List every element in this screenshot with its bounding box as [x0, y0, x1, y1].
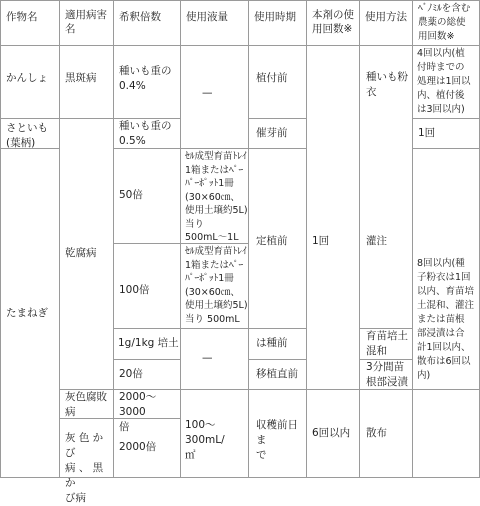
header-count: 本剤の使 用回数※ [312, 9, 354, 35]
method-powder: 種いも粉 衣 [366, 71, 408, 98]
total-satoimo: 1回 [418, 127, 436, 139]
disease-kanfu: 乾腐病 [65, 247, 97, 259]
crop-satoimo: さといも (葉柄) [6, 122, 48, 149]
grid-line [412, 118, 480, 119]
dilution-gray-rot: 2000～3000 倍 [119, 391, 157, 433]
timing-sowing: は種前 [256, 337, 288, 349]
grid-line [0, 45, 480, 46]
crop-tamanegi: たまねぎ [6, 307, 48, 319]
grid-line [59, 0, 60, 478]
volume-dash-top: — [202, 87, 213, 99]
grid-line [248, 0, 249, 478]
method-spray: 散布 [366, 427, 387, 439]
grid-line [412, 0, 413, 478]
volume-spray: 100～300mL/ ㎡ [185, 419, 225, 461]
dilution-mold: 2000倍 [119, 441, 157, 453]
disease-kurohan: 黒斑病 [65, 72, 97, 84]
method-soil: 育苗培土 混和 [366, 330, 408, 357]
count-1: 1回 [312, 235, 330, 247]
header-crop: 作物名 [6, 11, 38, 23]
total-tamanegi: 8回以内(種 子粉衣は1回 以内、育苗培 土混和、灌注 または苗根 部浸漬は合 計1回以内、 散布は6回以 内) [417, 258, 475, 381]
disease-gray-black-mold: 灰 色 か び 病 、 黒 か び病 [65, 432, 104, 504]
dilution-50: 50倍 [119, 189, 143, 201]
volume-50: ｾﾙ成型育苗ﾄﾚｲ 1箱またはﾍﾟｰ ﾊﾟｰﾎﾟｯﾄ1冊 (30×60㎝、 使用土壌約5L) 当り 500mL～1L [185, 151, 248, 243]
grid-line [0, 0, 480, 1]
timing-satoimo: 催芽前 [256, 127, 288, 139]
method-drench: 灌注 [366, 235, 387, 247]
grid-line [306, 0, 307, 478]
header-dilution: 希釈倍数 [119, 11, 161, 23]
grid-line [113, 359, 180, 360]
header-timing: 使用時期 [254, 11, 296, 23]
crop-kansho: かんしょ [6, 72, 48, 84]
header-method: 使用方法 [365, 11, 407, 23]
dilution-20: 20倍 [119, 368, 143, 380]
dilution-soil: 1g/1kg 培土 [118, 337, 179, 349]
grid-line [113, 0, 114, 478]
grid-line [412, 148, 480, 149]
volume-100: ｾﾙ成型育苗ﾄﾚｲ 1箱またはﾍﾟｰ ﾊﾟｰﾎﾟｯﾄ1冊 (30×60㎝、 使用土壌約5L) 当り 500mL [185, 246, 248, 325]
timing-harvest: 収穫前日ま で [256, 419, 298, 461]
grid-line [180, 0, 181, 478]
header-disease: 適用病害 名 [65, 9, 107, 35]
header-total: ﾍﾞﾉﾐﾙを含む 農薬の総使 用回数※ [418, 3, 471, 42]
grid-line [248, 359, 306, 360]
count-6: 6回以内 [312, 427, 351, 439]
grid-line [0, 0, 1, 478]
grid-line [113, 328, 306, 329]
timing-plant: 定植前 [256, 235, 288, 247]
grid-line [248, 118, 306, 119]
header-volume: 使用液量 [186, 11, 228, 23]
volume-dash-bottom: — [202, 352, 213, 364]
dilution-satoimo: 種いも重の 0.5% [119, 120, 172, 147]
method-dip: 3分間苗 根部浸漬 [366, 361, 408, 388]
grid-line [359, 0, 360, 478]
total-kansho: 4回以内(植 付時までの 処理は1回以 内、植付後 は3回以内) [417, 48, 471, 115]
disease-gray-rot: 灰色腐敗 病 [65, 391, 107, 418]
dilution-100: 100倍 [119, 284, 150, 296]
dilution-kansho: 種いも重の 0.4% [119, 65, 172, 92]
timing-kansho: 植付前 [256, 72, 288, 84]
timing-transplant: 移植直前 [256, 368, 298, 380]
